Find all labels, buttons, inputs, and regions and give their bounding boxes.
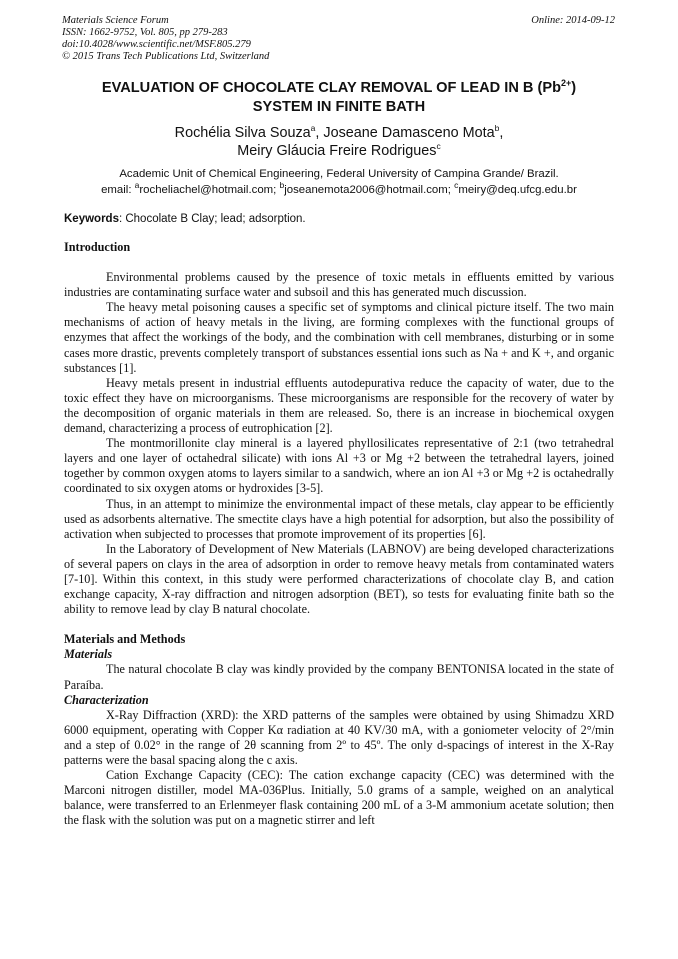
email-mark-b: b bbox=[279, 180, 285, 191]
title-line-1-close: ) bbox=[571, 80, 577, 96]
journal-name: Materials Science Forum bbox=[62, 15, 169, 26]
journal-doi: doi:10.4028/www.scientific.net/MSF.805.279 bbox=[62, 39, 251, 50]
author-1-mark: a bbox=[310, 123, 316, 134]
author-line-2 bbox=[40, 142, 638, 160]
author-list bbox=[40, 124, 638, 160]
email-3[interactable]: meiry@deq.ufcg.edu.br bbox=[458, 184, 577, 196]
author-2-mark: b bbox=[494, 123, 500, 134]
title-line-1 bbox=[40, 79, 638, 98]
author-3-mark: c bbox=[436, 141, 441, 152]
spacer bbox=[64, 255, 614, 270]
keywords-text: : Chocolate B Clay; lead; adsorption. bbox=[118, 213, 306, 225]
title-line-2: SYSTEM IN FINITE BATH bbox=[252, 99, 426, 115]
email-line bbox=[40, 182, 638, 198]
keywords-label: Keywords bbox=[64, 213, 119, 225]
email-mark-c: c bbox=[454, 180, 459, 191]
journal-copyright: © 2015 Trans Tech Publications Ltd, Switzerland bbox=[62, 51, 270, 62]
journal-issn: ISSN: 1662-9752, Vol. 805, pp 279-283 bbox=[62, 27, 228, 38]
author-3: Meiry Gláucia Freire Rodrigues bbox=[237, 143, 437, 159]
author-line-1 bbox=[40, 124, 638, 142]
materials-heading: Materials bbox=[64, 647, 113, 662]
keywords-line bbox=[64, 212, 306, 226]
intro-paragraph-3: Heavy metals present in industrial effluents autodepurativa reduce the capacity of water, due to the toxic effect they have on microorganisms. These microorganisms are responsible for the recovery of water by the decomposition of organic materials in them are released. So, there is an increase in biochemical oxygen demand, characterizing a process of eutrophication [2]. bbox=[64, 375, 614, 436]
author-2-comma: , bbox=[499, 125, 504, 141]
spacer bbox=[64, 617, 614, 632]
paper-body bbox=[64, 240, 614, 828]
email-1[interactable]: rocheliachel@hotmail.com; bbox=[139, 184, 280, 196]
intro-paragraph-6: In the Laboratory of Development of New Materials (LABNOV) are being developed characterizations of several papers on clays in the area of adsorption in order to remove heavy metals from contaminated waters [7-10]. Within this context, in this study were performed characterizations of chocolate clay B, and cation exchange capacity, X-ray diffraction and nitrogen adsorption (BET), so tests for evaluating finite bath so the ability to remove lead by clay B natural chocolate. bbox=[64, 541, 614, 617]
cec-paragraph: Cation Exchange Capacity (CEC): The cation exchange capacity (CEC) was determined with the Marconi nitrogen distiller, model MA-036Plus. Initially, 5.0 grams of a sample, weighed on an analytical balance, were transferred to an Erlenmeyer flask containing 200 mL of a 3-M ammonium acetate solution; then the flask with the solution was put on a magnetic stirrer and left bbox=[64, 768, 614, 828]
intro-paragraph-4: The montmorillonite clay mineral is a layered phyllosilicates representative of 2:1 (two tetrahedral layers and one layer of octahedral silicate) with ions Al +3 or Mg +2 between the tetrahedral layers, joined together by common oxygen atoms to layers similar to a sandwich, where an ion Al +3 or Mg +2 is octahedrally coordinated to six oxygen atoms or hydroxides [3-5]. bbox=[64, 436, 614, 496]
materials-paragraph: The natural chocolate B clay was kindly provided by the company BENTONISA located in the state of Paraíba. bbox=[64, 662, 614, 692]
affiliation-block bbox=[40, 166, 638, 198]
email-2[interactable]: joseanemota2006@hotmail.com; bbox=[284, 184, 455, 196]
email-label: email: bbox=[101, 184, 135, 196]
introduction-heading: Introduction bbox=[64, 240, 131, 254]
paper-title bbox=[40, 79, 638, 117]
author-1: Rochélia Silva Souza bbox=[174, 125, 311, 141]
methods-heading: Materials and Methods bbox=[64, 632, 186, 647]
title-line-1-text: EVALUATION OF CHOCOLATE CLAY REMOVAL OF LEAD IN B (Pb bbox=[101, 80, 562, 96]
title-superscript: 2+ bbox=[561, 78, 572, 89]
intro-paragraph-2: The heavy metal poisoning causes a specific set of symptoms and clinical picture itself. The two main mechanisms of action of heavy metals in the living, are forming complexes with the functional groups of enzymes that affect the workings of the body, and the combination with cell membranes, disturbing or in some cases more drastic, prevents completely transport of substances essential ions such as Na + and K +, and organic substances [1]. bbox=[64, 300, 614, 375]
email-mark-a: a bbox=[134, 180, 140, 191]
online-date: Online: 2014-09-12 bbox=[531, 15, 615, 26]
journal-info bbox=[62, 15, 269, 63]
affiliation: Academic Unit of Chemical Engineering, Federal University of Campina Grande/ Brazil. bbox=[119, 168, 559, 180]
intro-paragraph-5: Thus, in an attempt to minimize the environmental impact of these metals, clay appear to be efficiently used as adsorbents alternative. The smectite clays have a high potential for adsorption, but also the possibility of activation when subjected to processes that promote improvement of its properties [6]. bbox=[64, 496, 614, 541]
xrd-paragraph: X-Ray Diffraction (XRD): the XRD patterns of the samples were obtained by using Shimadzu XRD 6000 equipment, operating with Copper Kα radiation at 40 KV/30 mA, with a goniometer velocity of 2°/min and a step of 0.02° in the range of 2θ scanning from 2º to 45º. The only d-spacings of interest in the X-Ray patterns were the basal spacing along the c axis. bbox=[64, 707, 614, 767]
author-2: , Joseane Damasceno Mota bbox=[315, 125, 495, 141]
characterization-heading: Characterization bbox=[64, 692, 149, 707]
intro-paragraph-1: Environmental problems caused by the presence of toxic metals in effluents emitted by various industries are contaminating surface water and subsoil and this has generated much discussion. bbox=[64, 270, 614, 300]
